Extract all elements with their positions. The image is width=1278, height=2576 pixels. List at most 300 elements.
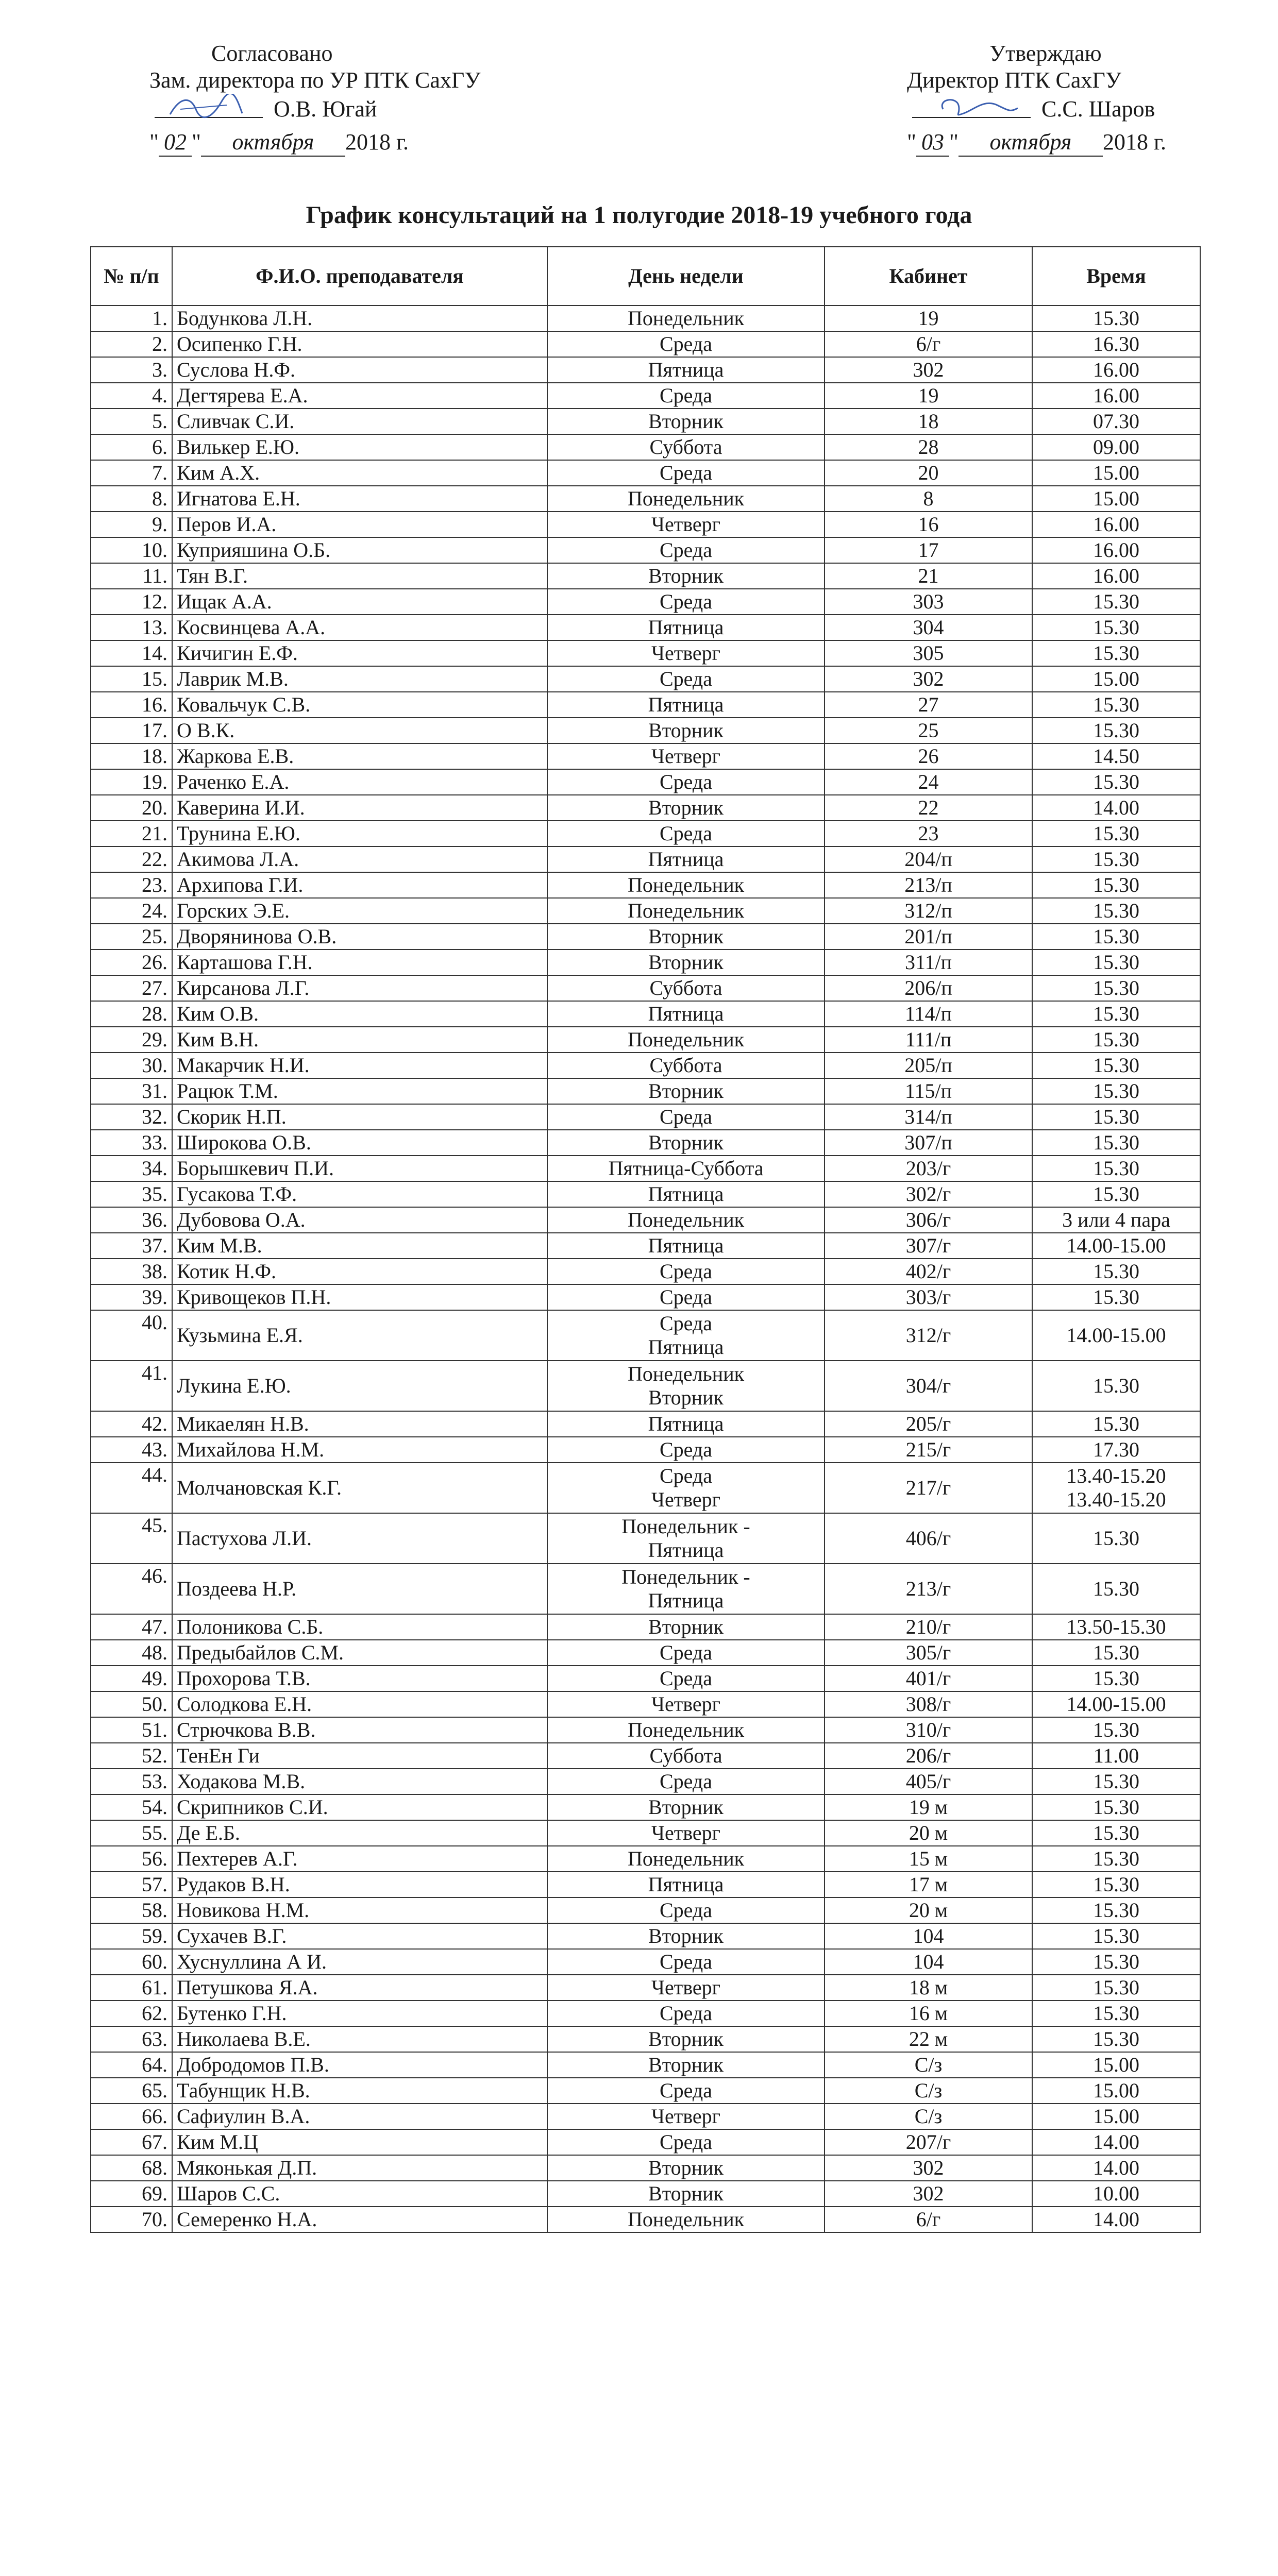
cell-time — [1032, 1872, 1200, 1897]
cell-teacher-name — [172, 769, 547, 795]
cell-room — [825, 1717, 1032, 1743]
cell-time — [1032, 769, 1200, 795]
cell-number-text: 69. — [142, 2182, 167, 2205]
cell-number — [91, 1975, 172, 2001]
cell-time-text: 13.50-15.30 — [1066, 1615, 1166, 1638]
cell-time — [1032, 1259, 1200, 1284]
approval-date-day: 02 — [159, 129, 192, 157]
confirm-position: Директор ПТК СахГУ — [907, 67, 1122, 93]
cell-number — [91, 1310, 172, 1361]
cell-weekday-text: Среда — [659, 1260, 712, 1283]
cell-time — [1032, 1207, 1200, 1233]
cell-number-text: 9. — [152, 513, 167, 536]
cell-time — [1032, 1769, 1200, 1794]
cell-room — [825, 1259, 1032, 1284]
cell-number — [91, 1284, 172, 1310]
cell-number — [91, 1130, 172, 1156]
cell-number-text: 30. — [142, 1054, 167, 1077]
cell-time — [1032, 692, 1200, 718]
cell-teacher-name — [172, 512, 547, 537]
cell-teacher-name — [172, 1872, 547, 1897]
cell-number — [91, 357, 172, 383]
cell-teacher-name — [172, 1053, 547, 1078]
cell-room — [825, 460, 1032, 486]
cell-room — [825, 795, 1032, 821]
cell-number-text: 42. — [142, 1412, 167, 1435]
table-row — [91, 769, 1200, 795]
table-row — [91, 821, 1200, 846]
cell-teacher-name — [172, 1130, 547, 1156]
cell-teacher-name — [172, 486, 547, 512]
cell-weekday-text: Вторник — [648, 719, 724, 742]
cell-number-text: 14. — [142, 641, 167, 665]
cell-number-text: 44. — [142, 1463, 167, 1486]
cell-time — [1032, 975, 1200, 1001]
table-row — [91, 692, 1200, 718]
cell-room — [825, 1640, 1032, 1666]
cell-number — [91, 460, 172, 486]
cell-weekday — [547, 1027, 825, 1053]
table-row — [91, 589, 1200, 615]
cell-room — [825, 537, 1032, 563]
cell-room — [825, 2052, 1032, 2078]
cell-time — [1032, 1820, 1200, 1846]
cell-time-text: 15.30 — [1093, 1795, 1139, 1819]
cell-weekday-text: Вторник — [648, 2156, 724, 2179]
table-row — [91, 1027, 1200, 1053]
cell-teacher-name-text: Котик Н.Ф. — [177, 1260, 276, 1283]
cell-room-text: 302 — [913, 667, 944, 690]
cell-weekday — [547, 1284, 825, 1310]
cell-number — [91, 2052, 172, 2078]
cell-teacher-name-text: Кирсанова Л.Г. — [177, 976, 310, 999]
cell-weekday — [547, 1872, 825, 1897]
cell-teacher-name-text: Ковальчук С.В. — [177, 693, 311, 716]
cell-weekday-text: Пятница — [648, 1412, 724, 1435]
cell-weekday — [547, 1897, 825, 1923]
cell-room — [825, 589, 1032, 615]
cell-teacher-name — [172, 950, 547, 975]
cell-time — [1032, 1284, 1200, 1310]
cell-room-text: 302/г — [905, 1182, 951, 1206]
cell-room-text: 25 — [918, 719, 939, 742]
cell-weekday-text: Вторник — [648, 1615, 724, 1638]
cell-teacher-name — [172, 2181, 547, 2207]
cell-room-text: 15 м — [909, 1847, 948, 1870]
cell-number — [91, 1614, 172, 1640]
cell-time-text: 09.00 — [1093, 435, 1139, 459]
cell-teacher-name-text: Горских Э.Е. — [177, 899, 290, 922]
cell-time-text: 07.30 — [1093, 410, 1139, 433]
cell-teacher-name — [172, 563, 547, 589]
cell-room-text: 17 м — [909, 1873, 948, 1896]
table-row — [91, 486, 1200, 512]
approval-position: Зам. директора по УР ПТК СахГУ — [149, 67, 481, 93]
cell-room — [825, 2078, 1032, 2104]
cell-teacher-name-text: Стрючкова В.В. — [177, 1718, 316, 1741]
cell-time — [1032, 1513, 1200, 1564]
cell-teacher-name — [172, 666, 547, 692]
cell-weekday — [547, 1820, 825, 1846]
cell-weekday — [547, 950, 825, 975]
cell-time-text: 15.00 — [1093, 487, 1139, 510]
table-row — [91, 512, 1200, 537]
cell-time-text: 11.00 — [1093, 1744, 1139, 1767]
cell-time — [1032, 1130, 1200, 1156]
table-row — [91, 1564, 1200, 1614]
cell-room — [825, 1666, 1032, 1691]
cell-number-text: 1. — [152, 307, 167, 330]
cell-room — [825, 950, 1032, 975]
cell-time-text: 15.30 — [1093, 1182, 1139, 1206]
cell-weekday-text: Вторник — [648, 1924, 724, 1947]
cell-teacher-name-text: Дворянинова О.В. — [177, 925, 337, 948]
cell-teacher-name — [172, 898, 547, 924]
cell-room-text: 114/п — [904, 1002, 952, 1025]
cell-weekday — [547, 383, 825, 409]
cell-room-text: 304 — [913, 616, 944, 639]
cell-time — [1032, 1846, 1200, 1872]
cell-time-text: 15.30 — [1093, 693, 1139, 716]
cell-number-text: 22. — [142, 848, 167, 871]
confirm-heading: Утверждаю — [989, 41, 1102, 66]
cell-number-text: 27. — [142, 976, 167, 999]
cell-weekday-text: Среда — [659, 332, 712, 355]
cell-weekday-text: Пятница — [648, 848, 724, 871]
cell-weekday — [547, 1614, 825, 1640]
cell-weekday — [547, 1846, 825, 1872]
cell-room — [825, 846, 1032, 872]
cell-room — [825, 1027, 1032, 1053]
cell-time — [1032, 1463, 1200, 1513]
cell-teacher-name — [172, 743, 547, 769]
cell-number — [91, 1437, 172, 1463]
cell-time — [1032, 2181, 1200, 2207]
cell-number — [91, 898, 172, 924]
cell-time-text: 14.00-15.00 — [1066, 1692, 1166, 1716]
cell-weekday — [547, 486, 825, 512]
cell-weekday-text: Четверг — [651, 2105, 721, 2128]
cell-number-text: 55. — [142, 1821, 167, 1844]
cell-weekday — [547, 1078, 825, 1104]
cell-time-text: 10.00 — [1093, 2182, 1139, 2205]
cell-number-text: 65. — [142, 2079, 167, 2102]
cell-number — [91, 1181, 172, 1207]
cell-teacher-name-text: Сухачев В.Г. — [177, 1924, 287, 1947]
cell-number-text: 12. — [142, 590, 167, 613]
cell-number — [91, 306, 172, 331]
cell-room-text: 305 — [913, 641, 944, 665]
cell-number-text: 5. — [152, 410, 167, 433]
table-row — [91, 950, 1200, 975]
table-row — [91, 357, 1200, 383]
cell-time-text: 15.30 — [1093, 1131, 1139, 1154]
cell-teacher-name — [172, 846, 547, 872]
cell-number — [91, 769, 172, 795]
cell-teacher-name-text: Перов И.А. — [177, 513, 277, 536]
cell-time — [1032, 743, 1200, 769]
cell-teacher-name-text: Ким А.Х. — [177, 461, 260, 484]
cell-room-text: 213/г — [905, 1577, 951, 1600]
cell-number-text: 63. — [142, 2027, 167, 2050]
cell-weekday — [547, 589, 825, 615]
cell-weekday-text: Вторник — [648, 564, 724, 587]
cell-weekday — [547, 357, 825, 383]
cell-time — [1032, 2078, 1200, 2104]
cell-weekday-text: Среда — [659, 1899, 712, 1922]
cell-teacher-name-text: Трунина Е.Ю. — [177, 822, 300, 845]
cell-number — [91, 615, 172, 640]
cell-time-text: 16.00 — [1093, 564, 1139, 587]
cell-weekday-text: Вторник — [648, 1079, 724, 1103]
cell-time-text: 16.30 — [1093, 332, 1139, 355]
cell-room — [825, 383, 1032, 409]
cell-number-text: 40. — [142, 1311, 167, 1334]
cell-number-text: 64. — [142, 2053, 167, 2076]
cell-teacher-name-text: Игнатова Е.Н. — [177, 487, 300, 510]
approval-signature-row — [149, 94, 639, 129]
cell-room-text: 305/г — [905, 1641, 951, 1664]
cell-weekday-text: Среда — [659, 461, 712, 484]
cell-weekday — [547, 1463, 825, 1513]
cell-room — [825, 434, 1032, 460]
column-header-number: № п/п — [91, 247, 172, 306]
cell-number-text: 3. — [152, 358, 167, 381]
table-row — [91, 1233, 1200, 1259]
table-row — [91, 872, 1200, 898]
cell-weekday-text: Понедельник — [627, 1718, 745, 1741]
cell-time — [1032, 383, 1200, 409]
cell-time — [1032, 1794, 1200, 1820]
cell-room — [825, 1949, 1032, 1975]
table-row — [91, 383, 1200, 409]
cell-room-text: 16 — [918, 513, 939, 536]
cell-time-text: 15.30 — [1093, 590, 1139, 613]
cell-room — [825, 769, 1032, 795]
cell-room-text: 302 — [913, 2182, 944, 2205]
cell-weekday-text: Среда — [659, 1438, 712, 1461]
cell-number — [91, 1027, 172, 1053]
table-row — [91, 1614, 1200, 1640]
cell-weekday-text: Четверг — [651, 641, 721, 665]
cell-number — [91, 1259, 172, 1284]
schedule-table — [90, 246, 1201, 2233]
cell-number — [91, 563, 172, 589]
cell-number-text: 19. — [142, 770, 167, 793]
cell-teacher-name — [172, 1463, 547, 1513]
cell-room-text: 18 — [918, 410, 939, 433]
table-row — [91, 2155, 1200, 2181]
cell-teacher-name-text: Сливчак С.И. — [177, 410, 295, 433]
cell-time-text: 14.00 — [1093, 2130, 1139, 2154]
cell-teacher-name-text: Петушкова Я.А. — [177, 1976, 318, 1999]
confirm-date-month: октября — [959, 129, 1103, 157]
cell-weekday — [547, 821, 825, 846]
cell-number — [91, 2181, 172, 2207]
table-row — [91, 537, 1200, 563]
page-title: График консультаций на 1 полугодие 2018-19 учебного года — [306, 201, 972, 229]
cell-room — [825, 486, 1032, 512]
cell-weekday-text: Пятница — [648, 1234, 724, 1257]
table-row — [91, 1872, 1200, 1897]
table-row — [91, 409, 1200, 434]
cell-number — [91, 2026, 172, 2052]
cell-weekday-text: Суббота — [649, 1054, 722, 1077]
table-row — [91, 1513, 1200, 1564]
cell-number — [91, 512, 172, 537]
cell-teacher-name-text: Добродомов П.В. — [177, 2053, 329, 2076]
cell-weekday — [547, 331, 825, 357]
cell-weekday-text: Суббота — [649, 435, 722, 459]
cell-room-text: 204/п — [904, 848, 952, 871]
cell-teacher-name-text: Пехтерев А.Г. — [177, 1847, 298, 1870]
cell-time-text: 15.30 — [1093, 1899, 1139, 1922]
cell-number-text: 17. — [142, 719, 167, 742]
cell-room-text: 21 — [918, 564, 939, 587]
cell-number-text: 49. — [142, 1667, 167, 1690]
cell-time-text: 14.50 — [1093, 744, 1139, 768]
cell-time — [1032, 2001, 1200, 2026]
cell-room — [825, 872, 1032, 898]
table-row — [91, 2026, 1200, 2052]
cell-room-text: 20 — [918, 461, 939, 484]
table-row — [91, 1691, 1200, 1717]
cell-room-text: 17 — [918, 538, 939, 562]
cell-time — [1032, 2207, 1200, 2232]
table-row — [91, 666, 1200, 692]
cell-teacher-name-text: Лаврик М.В. — [177, 667, 289, 690]
cell-number — [91, 1923, 172, 1949]
table-row — [91, 1181, 1200, 1207]
cell-weekday-text: Среда — [659, 822, 712, 845]
cell-room — [825, 640, 1032, 666]
signature-icon — [149, 94, 268, 129]
confirm-date-day: 03 — [916, 129, 949, 157]
cell-number-text: 59. — [142, 1924, 167, 1947]
cell-time-text: 15.30 — [1093, 1054, 1139, 1077]
cell-weekday-text: Пятница — [648, 616, 724, 639]
cell-teacher-name-text: Куприяшина О.Б. — [177, 538, 331, 562]
cell-number — [91, 1872, 172, 1897]
cell-weekday — [547, 898, 825, 924]
cell-number-text: 67. — [142, 2130, 167, 2154]
cell-number — [91, 331, 172, 357]
cell-teacher-name — [172, 1513, 547, 1564]
cell-room — [825, 1820, 1032, 1846]
cell-teacher-name-text: Скорик Н.П. — [177, 1105, 287, 1128]
cell-number-text: 2. — [152, 332, 167, 355]
cell-weekday-text: Среда — [659, 2079, 712, 2102]
cell-time — [1032, 795, 1200, 821]
cell-room-text: 205/п — [904, 1054, 952, 1077]
cell-time — [1032, 640, 1200, 666]
table-row — [91, 2129, 1200, 2155]
cell-number-text: 47. — [142, 1615, 167, 1638]
cell-room-text: 24 — [918, 770, 939, 793]
cell-teacher-name-text: Кичигин Е.Ф. — [177, 641, 298, 665]
cell-room — [825, 1053, 1032, 1078]
cell-weekday — [547, 306, 825, 331]
table-row — [91, 1411, 1200, 1437]
cell-weekday — [547, 1361, 825, 1411]
cell-weekday-text: Пятница — [648, 693, 724, 716]
cell-weekday — [547, 2052, 825, 2078]
table-row — [91, 1437, 1200, 1463]
cell-number — [91, 1666, 172, 1691]
cell-time-text: 15.30 — [1093, 1079, 1139, 1103]
cell-room-text: 217/г — [905, 1476, 951, 1499]
cell-time — [1032, 1027, 1200, 1053]
cell-room — [825, 1310, 1032, 1361]
cell-teacher-name — [172, 1846, 547, 1872]
cell-room — [825, 1361, 1032, 1411]
cell-time-text: 15.30 — [1093, 848, 1139, 871]
cell-time-text: 15.30 — [1093, 1028, 1139, 1051]
cell-teacher-name-text: Семеренко Н.А. — [177, 2208, 317, 2231]
cell-teacher-name-text: Акимова Л.А. — [177, 848, 299, 871]
cell-time — [1032, 1743, 1200, 1769]
cell-time-text: 15.30 — [1093, 873, 1139, 896]
cell-number — [91, 795, 172, 821]
cell-weekday — [547, 615, 825, 640]
cell-teacher-name — [172, 1156, 547, 1181]
cell-weekday-text: Понедельник — [627, 1208, 745, 1231]
cell-time — [1032, 1717, 1200, 1743]
cell-room-text: 215/г — [905, 1438, 951, 1461]
cell-number-text: 62. — [142, 2002, 167, 2025]
cell-teacher-name-text: Скрипников С.И. — [177, 1795, 328, 1819]
cell-number-text: 60. — [142, 1950, 167, 1973]
cell-room — [825, 666, 1032, 692]
cell-teacher-name-text: Предыбайлов С.М. — [177, 1641, 344, 1664]
cell-weekday-text: Пятница — [648, 1538, 724, 1562]
cell-number — [91, 1794, 172, 1820]
cell-time — [1032, 1053, 1200, 1078]
cell-room-text: 20 м — [909, 1899, 948, 1922]
cell-room-text: С/з — [914, 2105, 943, 2128]
cell-room-text: 26 — [918, 744, 939, 768]
cell-teacher-name — [172, 1361, 547, 1411]
cell-weekday-text: Четверг — [651, 1821, 721, 1844]
cell-room-text: 203/г — [905, 1157, 951, 1180]
confirm-signer: С.С. Шаров — [1041, 96, 1155, 122]
cell-room-text: 406/г — [905, 1527, 951, 1550]
cell-room — [825, 743, 1032, 769]
cell-number — [91, 718, 172, 743]
cell-teacher-name — [172, 1794, 547, 1820]
cell-weekday-text: Понедельник — [627, 1362, 745, 1385]
cell-room-text: 111/п — [905, 1028, 952, 1051]
approval-date-year: 2018 г. — [345, 129, 409, 155]
cell-weekday-text: Вторник — [648, 796, 724, 819]
cell-number — [91, 743, 172, 769]
cell-number-text: 46. — [142, 1564, 167, 1587]
cell-time — [1032, 1411, 1200, 1437]
cell-weekday-text: Вторник — [648, 2182, 724, 2205]
cell-room-text: 206/г — [905, 1744, 951, 1767]
cell-weekday — [547, 769, 825, 795]
cell-teacher-name-text: Ким О.В. — [177, 1002, 259, 1025]
cell-number-text: 26. — [142, 951, 167, 974]
cell-number — [91, 1717, 172, 1743]
cell-room — [825, 1233, 1032, 1259]
cell-room — [825, 409, 1032, 434]
cell-number — [91, 1820, 172, 1846]
cell-weekday-text: Понедельник — [627, 1847, 745, 1870]
cell-room — [825, 1564, 1032, 1614]
cell-weekday — [547, 2181, 825, 2207]
cell-weekday-text: Среда — [659, 538, 712, 562]
